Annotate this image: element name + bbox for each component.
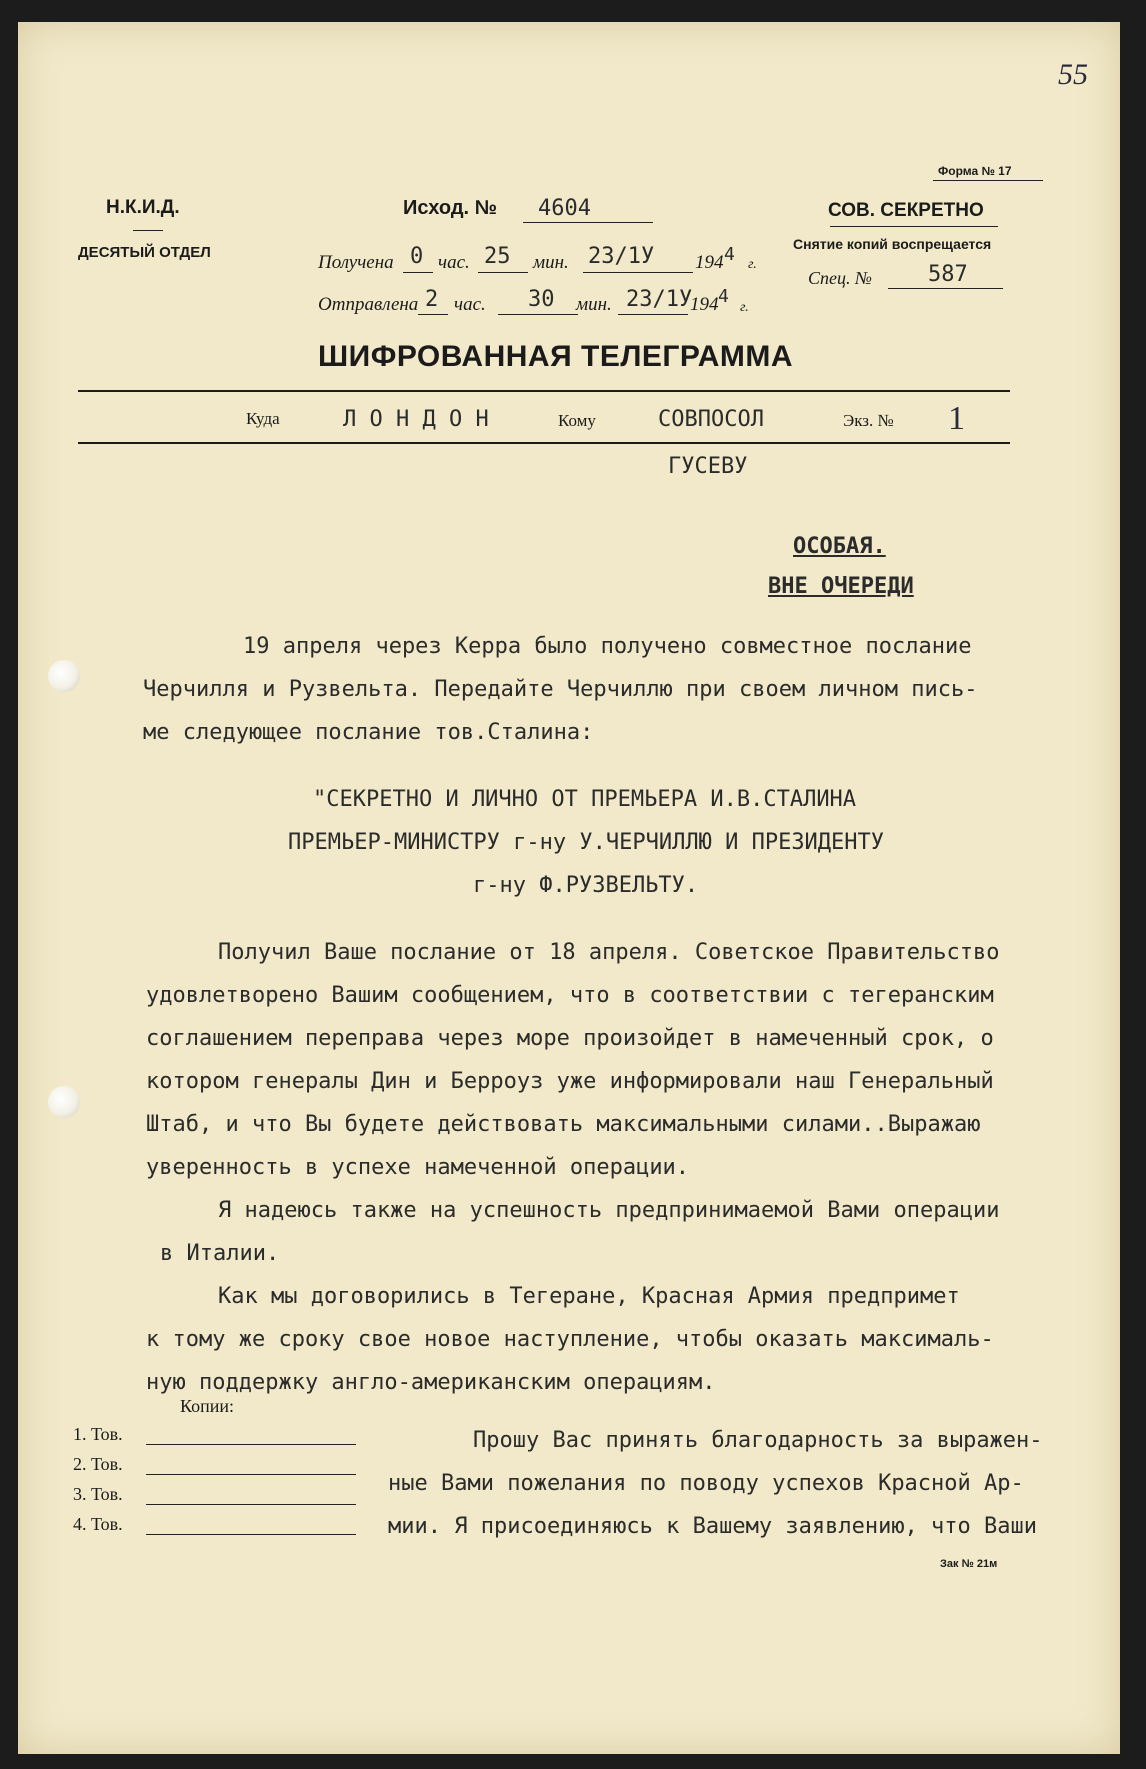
to-label: Кому [558,411,596,430]
copy-recipient-label: 2. Тов. [73,1454,123,1474]
body-line: уверенность в успехе намеченной операции. [146,1155,690,1180]
dept-name: ДЕСЯТЫЙ ОТДЕЛ [78,244,211,261]
address-rule-top [78,390,1010,392]
priority-special: ОСОБАЯ. [793,534,886,559]
body-line: мии. Я присоединяюсь к Вашему заявлению, что Ваши [388,1514,1038,1539]
outgoing-label: Исход. № [403,197,497,219]
page-number: 55 [1058,58,1088,91]
copy-recipient-label: 4. Тов. [73,1514,123,1534]
message-header-line: г-ну Ф.РУЗВЕЛЬТУ. [473,873,699,898]
received-min: 25 [484,244,511,269]
body-line: котором генералы Дин и Берроуз уже информировали наш Генеральный [146,1069,994,1094]
intro-line: Черчилля и Рузвельта. Передайте Черчиллю при своем личном пись- [143,677,978,702]
outgoing-number: 4604 [538,196,591,221]
form-label: Форма № 17 [938,164,1012,178]
order-number: Зак № 21м [940,1558,998,1570]
sent-min: 30 [528,287,555,312]
recipient-name: ГУСЕВУ [668,454,748,479]
spec-number: 587 [928,262,968,287]
body-line: Штаб, и что Вы будете действовать максимальными силами..Выражаю [146,1112,981,1137]
document-title: ШИФРОВАННАЯ ТЕЛЕГРАММА [318,340,794,373]
sent-hour: 2 [425,287,439,312]
body-line: к тому же сроку свое новое наступление, чтобы оказать максималь- [146,1327,994,1352]
body-line: Прошу Вас принять благодарность за выражен- [473,1428,1043,1453]
intro-line: ме следующее послание тов.Сталина: [143,720,594,745]
priority-out-of-turn: ВНЕ ОЧЕРЕДИ [768,574,914,599]
body-line: удовлетворено Вашим сообщением, что в соответствии с тегеранским [146,983,994,1008]
body-line: Я надеюсь также на успешность предпринимаемой Вами операции [218,1198,1000,1223]
copy-label: Экз. № [843,411,894,430]
classification: СОВ. СЕКРЕТНО [828,200,984,221]
copy-notice: Снятие копий воспрещается [793,236,992,252]
received-label: Получена [318,252,394,273]
received-date: 23/1У [588,244,655,269]
punch-hole-bottom [48,1086,80,1118]
addressee: СОВПОСОЛ [658,407,764,432]
sent-label: Отправлена [318,294,419,315]
intro-line: 19 апреля через Керра было получено совместное послание [243,634,972,659]
where-label: Куда [246,409,280,428]
address-rule-bottom [78,442,1010,444]
message-header-line: "СЕКРЕТНО И ЛИЧНО ОТ ПРЕМЬЕРА И.В.СТАЛИНА [313,787,857,812]
destination: Л О Н Д О Н [343,407,489,432]
punch-hole-top [48,660,80,692]
copy-number: 1 [948,400,965,437]
org-name: Н.К.И.Д. [106,197,180,218]
body-line: ную поддержку англо-американским операциям. [146,1370,716,1395]
body-line: Как мы договорились в Тегеране, Красная Армия предпримет [218,1284,960,1309]
body-line: соглашением переправа через море произойдет в намеченный срок, о [146,1026,994,1051]
body-line: в Италии. [160,1241,280,1266]
copies-label: Копии: [180,1396,235,1416]
copy-recipient-label: 1. Тов. [73,1424,123,1444]
spec-label: Спец. № [808,268,872,288]
copy-recipient-label: 3. Тов. [73,1484,123,1504]
telegram-page: 55 Форма № 17 Н.К.И.Д. ДЕСЯТЫЙ ОТДЕЛ Исход. № 4604 Получена 0 час. 25 мин. 23/1У 194 4 г. Отправлена 2 час. 30 мин. 23/1У 194 4 г. СОВ. СЕКРЕТНО Снятие копий воспрещается Спец. № 587 ШИФРОВАННАЯ ТЕЛЕГРАММА Куда Л О Н Д О Н Кому СОВПОСОЛ Экз. № 1 ГУСЕВУ ОСОБАЯ. ВНЕ ОЧЕРЕДИ 19 апреля через Керра было получено совместное послание Черчилля и Рузвельта. Передайте Черчиллю при своем личном пись- ме следующее послание тов.Сталина: "СЕКРЕТНО И ЛИЧНО ОТ ПРЕМЬЕРА И.В.СТАЛИНА ПРЕМЬЕР-МИНИСТРУ г-ну У.ЧЕРЧИЛЛЮ И ПРЕЗИДЕНТУ г-ну Ф.РУЗВЕЛЬТУ. Получил Ваше послание от 18 апреля. Советское Правительство удовлетворено Вашим сообщением, что в соответствии с тегеранским соглашением переправа через море произойдет в намеченный срок, о котором генералы Дин и Берроуз уже информировали наш Генеральный Штаб, и что Вы будете действовать максимальными силами..Выражаю уверенность в успехе намеченной операции. Я надеюсь также на успешность предпринимаемой Вами операции в Италии. Как мы договорились в Тегеране, Красная Армия предпримет к тому же сроку свое новое наступление, чтобы оказать максималь- ную поддержку англо-американским операциям. Копии: 1. Тов. 2. Тов. 3. Тов. 4. Тов. Прошу Вас принять благодарность за выражен- ные Вами пожелания по поводу успехов Красной Ар- мии. Я присоединяюсь к Вашему заявлению, что Ваши Зак № 21м [18,22,1120,1754]
message-header-line: ПРЕМЬЕР-МИНИСТРУ г-ну У.ЧЕРЧИЛЛЮ И ПРЕЗИДЕНТУ [288,830,885,855]
received-hour: 0 [410,244,424,269]
body-line: ные Вами пожелания по поводу успехов Красной Ар- [388,1471,1024,1496]
body-line: Получил Ваше послание от 18 апреля. Советское Правительство [218,940,1000,965]
sent-date: 23/1У [626,287,693,312]
